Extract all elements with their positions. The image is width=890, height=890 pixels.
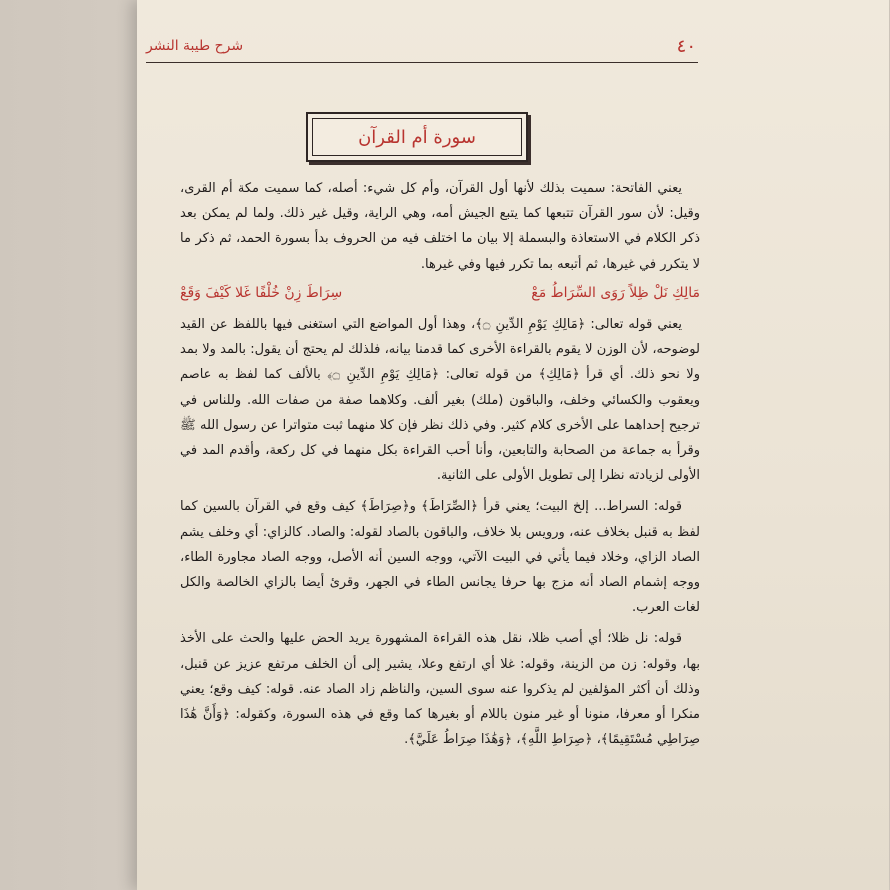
verse-right-hemistich: مَالِكِ نَلْ ظِلاً رَوَى السِّرَاطُ مَعْ <box>531 284 700 301</box>
running-title: شرح طيبة النشر <box>146 38 244 54</box>
page-header <box>146 36 696 60</box>
chapter-title: سورة أم القرآن <box>312 118 522 156</box>
verse-left-hemistich: سِرَاطَ زِنْ خُلْفًا غَلا كَيْفَ وَقَعْ <box>180 284 343 301</box>
body-text <box>180 176 700 752</box>
paragraph: يعني الفاتحة: سميت بذلك لأنها أول القرآن، وأم كل شيء: أصله، كما سميت مكة أم القرى، وقيل: لأن سور القرآن تتبعها كما يتبع الجيش أمه، وهي الراية، وقيل غير ذلك. ولما لم يمكن بعد ذكر الكلام في الاستعاذة والبسملة إلا بيان ما اختلف فيه من الحروف بدأ بسورة الحمد، ثم ذكر ما لا يتكرر في غيرها، ثم أتبعه بما تكرر فيها وفي غيرها. <box>180 181 700 272</box>
chapter-title-frame <box>306 112 528 162</box>
page-number: ٤٠ <box>676 36 696 57</box>
verse-line <box>180 281 700 306</box>
header-rule <box>146 62 698 63</box>
paragraph: قوله: نل ظلا؛ أي أصب ظلا، نقل هذه القراءة المشهورة يريد الحض عليها والحث على الأخذ بها، وقوله: زن من الزينة، وقوله: غلا أي ارتفع وعلا، يشير إلى أن الخلف مرتفع عزيز عن قنبل، وذلك أن أكثر المؤلفين لم يذكروا عنه سوى السين، والناظم زاد الصاد عنه. قوله: كيف وقع؛ يعني منكرا أو معرفا، منونا أو غير منون باللام أو بغيرها كما وقع في هذه السورة، وكقوله: ﴿وَأَنَّ هَٰذَا صِرَاطِي مُسْتَقِيمًا﴾، ﴿صِرَاطِ اللَّهِ﴾، ﴿وَهَٰذَا صِرَاطُ عَلَيَّ﴾. <box>180 631 700 748</box>
paragraph: يعني قوله تعالى: ﴿مَالِكِ يَوْمِ الدِّينِ ۝﴾، وهذا أول المواضع التي استغنى فيها باللفظ عن القيد لوضوحه، لأن الوزن لا يقوم بالقراءة الأخرى كما قدمنا بيانه، فلذلك لم يحتج أن يقول: بالمد ولا بمد ولا نحو ذلك. أي قرأ ﴿مَالِكِ﴾ من قوله تعالى: ﴿مَالِكِ يَوْمِ الدِّينِ ۝﴾ بالألف كما لفظ به عاصم ويعقوب والكسائي وخلف، والباقون (ملك) بغير ألف. وكلاهما صفة من صفات الله. وللناس في ترجيح إحداهما على الأخرى كلام كثير. وفي ذلك نظر فإن كلا منهما ثبت متواترا عن رسول الله ﷺ وقرأ به جماعة من الصحابة والتابعين، وأنا أحب القراءة بكل منهما في كل ركعة، وأقدم المد في الأولى لزيادته نظرا إلى تطويل الأولى على الثانية. <box>180 317 700 484</box>
paragraph: قوله: السراط... إلخ البيت؛ يعني قرأ ﴿الصِّرَاطَ﴾ و﴿صِرَاطَ﴾ كيف وقع في القرآن بالسين كما لفظ به قنبل بخلاف عنه، ورويس بلا خلاف، والباقون بالصاد لقوله: والصاد. كالزاي: أي وخلف يشم الصاد الزاي، وخلاد فيما يأتي في البيت الآتي، ووجه السين أنه الأصل، ووجه الصاد مجاورة الطاء، ووجه إشمام الصاد أنه مزج بها حرفا يجانس الطاء في الجهر، وقرئ أيضا بالزاي الخالصة والكل لغات العرب. <box>180 499 700 616</box>
